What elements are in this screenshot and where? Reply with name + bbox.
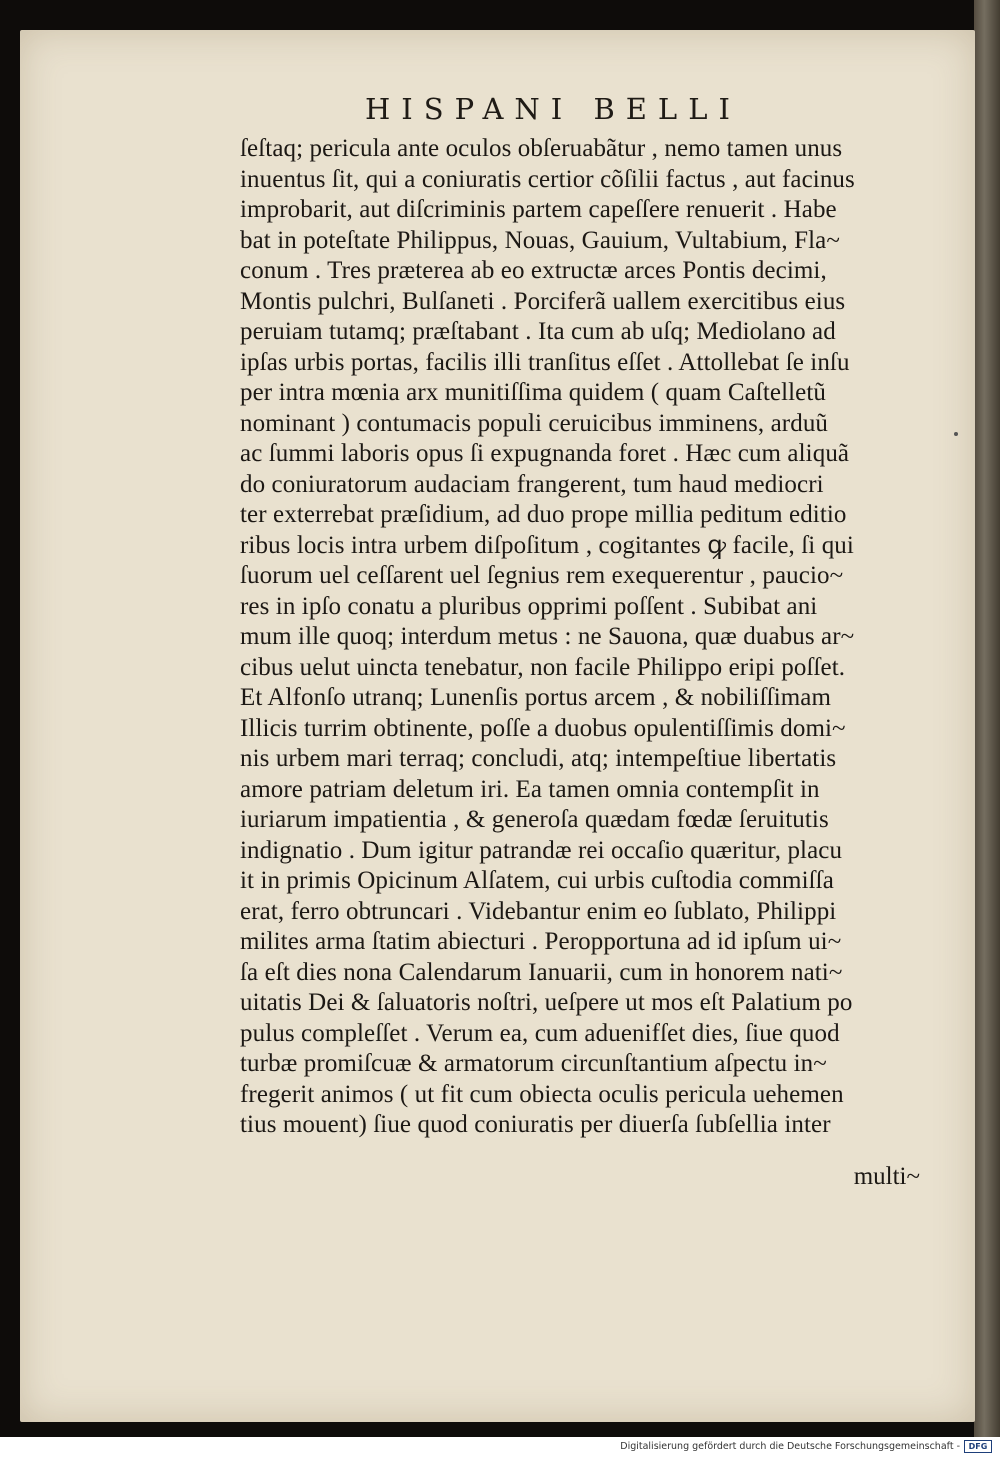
text-line: tius mouent) ſiue quod coniuratis per diuerſa ſubſellia inter bbox=[240, 1111, 831, 1138]
text-line: do coniuratorum audaciam frangerent, tum haud mediocri bbox=[240, 470, 824, 498]
text-line: uitatis Dei & ſaluatoris noſtri, ueſpere ut mos eſt Palatium po bbox=[240, 989, 853, 1016]
running-title: HISPANI BELLI bbox=[365, 92, 741, 126]
text-line: pulus compleſſet . Verum ea, cum aduenifſet dies, ſiue quod bbox=[240, 1019, 840, 1047]
text-line: milites arma ſtatim abiecturi . Peropportuna ad id ipſum ui~ bbox=[240, 928, 842, 955]
margin-speck bbox=[954, 432, 958, 436]
page-edge bbox=[974, 0, 1000, 1437]
text-line: Et Alfonſo utranq; Lunenſis portus arcem , & nobiliſſimam bbox=[240, 684, 832, 711]
text-line: inuentus ſit, qui a coniuratis certior cõſilii factus , aut facinus bbox=[240, 165, 855, 193]
text-line: Montis pulchri, Bulſaneti . Porciferã uallem exercitibus eius bbox=[240, 287, 846, 315]
text-line: turbæ promiſcuæ & armatorum circunſtantium aſpectu in~ bbox=[240, 1050, 827, 1077]
digitization-footer bbox=[0, 1437, 1000, 1457]
text-line: ac ſummi laboris opus ſi expugnanda foret . Hæc cum aliquã bbox=[240, 440, 850, 467]
page-body-text bbox=[240, 134, 940, 1141]
text-line: conum . Tres præterea ab eo extructæ arces Pontis decimi, bbox=[240, 257, 827, 284]
text-line: improbarit, aut diſcriminis partem capeſſere renuerit . Habe bbox=[240, 196, 837, 223]
text-line: ribus locis intra urbem diſpoſitum , cogitantes ꝙ facile, ſi qui bbox=[240, 531, 854, 559]
text-line: ipſas urbis portas, facilis illi tranſitus eſſet . Attollebat ſe inſu bbox=[240, 348, 850, 376]
dfg-logo: DFG bbox=[964, 1440, 992, 1453]
text-line: res in ipſo conatu a pluribus opprimi poſſent . Subibat ani bbox=[240, 592, 818, 620]
catchword: multi~ bbox=[853, 1163, 920, 1190]
footer-credit: Digitalisierung gefördert durch die Deutsche Forschungsgemeinschaft - bbox=[620, 1441, 960, 1452]
text-line: ſuorum uel ceſſarent uel ſegnius rem exequerentur , paucio~ bbox=[240, 562, 844, 589]
text-line: amore patriam deletum iri. Ea tamen omnia contempſit in bbox=[240, 775, 820, 803]
text-line: ſeſtaq; pericula ante oculos obſeruabãtur , nemo tamen unus bbox=[240, 135, 843, 162]
text-line: per intra mœnia arx munitiſſima quidem ( quam Caſtelletũ bbox=[240, 379, 827, 406]
text-line: ſa eſt dies nona Calendarum Ianuarii, cum in honorem nati~ bbox=[240, 958, 843, 986]
text-line: erat, ferro obtruncari . Videbantur enim eo ſublato, Philippi bbox=[240, 897, 837, 925]
text-line: iuriarum impatientia , & generoſa quædam fœdæ ſeruitutis bbox=[240, 806, 829, 833]
text-line: indignatio . Dum igitur patrandæ rei occaſio quæritur, placu bbox=[240, 836, 843, 864]
text-line: bat in poteſtate Philippus, Nouas, Gauium, Vultabium, Fla~ bbox=[240, 226, 840, 254]
text-line: peruiam tutamq; præſtabant . Ita cum ab uſq; Mediolano ad bbox=[240, 318, 836, 345]
text-line: mum ille quoq; interdum metus : ne Sauona, quæ duabus ar~ bbox=[240, 623, 855, 650]
text-line: ter exterrebat præſidium, ad duo prope millia peditum editio bbox=[240, 501, 847, 528]
text-line: nominant ) contumacis populi ceruicibus imminens, arduũ bbox=[240, 409, 829, 437]
text-line: nis urbem mari terraq; concludi, atq; intempeſtiue libertatis bbox=[240, 745, 837, 772]
text-line: cibus uelut uincta tenebatur, non facile Philippo eripi poſſet. bbox=[240, 653, 846, 681]
text-line: fregerit animos ( ut fit cum obiecta oculis pericula uehemen bbox=[240, 1080, 844, 1108]
text-line: it in primis Opicinum Alſatem, cui urbis cuſtodia commiſſa bbox=[240, 867, 834, 894]
text-line: Illicis turrim obtinente, poſſe a duobus opulentiſſimis domi~ bbox=[240, 714, 846, 742]
